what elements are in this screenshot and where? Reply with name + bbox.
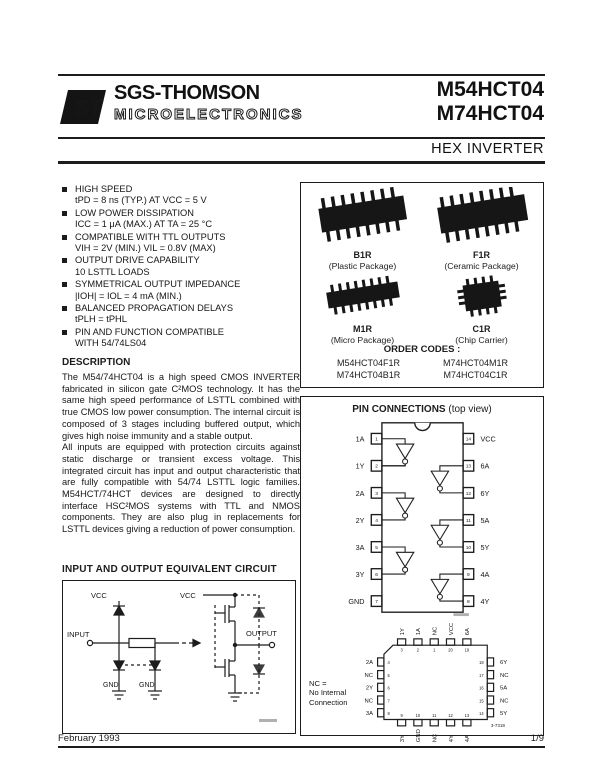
- package-name: (Chip Carrier): [455, 335, 508, 345]
- plcc-pin-label: NC: [432, 626, 439, 636]
- dip-pin-label: GND: [347, 596, 365, 606]
- feature-detail: |IOH| = IOL = 4 mA (MIN.): [75, 290, 182, 301]
- plcc-pin-number: 9: [400, 712, 403, 718]
- plcc-pin-number: 4: [387, 660, 390, 666]
- plcc-pin-label: NC: [432, 733, 439, 743]
- dip-pin-label: 5A: [479, 515, 489, 525]
- nc-note-line: Connection: [309, 697, 348, 707]
- bullet-square-icon: [62, 187, 67, 192]
- feature-item: [62, 232, 300, 255]
- feature-detail: 10 LSTTL LOADS: [75, 266, 150, 277]
- feature-detail: tPD = 8 ns (TYP.) AT VCC = 5 V: [75, 195, 207, 206]
- pin-connections-panel: [300, 396, 544, 743]
- order-code: M54HCT04F1R: [336, 358, 401, 368]
- plcc-pin-number: 15: [479, 698, 484, 704]
- feature-title: COMPATIBLE WITH TTL OUTPUTS: [75, 231, 226, 242]
- package-code: M1R: [352, 324, 372, 334]
- part-number-2: M74HCT04: [436, 102, 544, 125]
- feature-item: [62, 184, 300, 207]
- package-name: (Ceramic Package): [444, 261, 519, 271]
- feature-item: [62, 255, 300, 278]
- feature-title: HIGH SPEED: [75, 184, 133, 194]
- package-code: F1R: [472, 250, 490, 260]
- plcc-pin-number: 19: [464, 647, 470, 653]
- plcc-pin-number: 17: [479, 672, 484, 678]
- plcc-pin-number: 14: [479, 710, 484, 716]
- equivalent-circuit-figure: [62, 580, 296, 734]
- pin-connections-heading-suffix: (top view): [448, 404, 492, 415]
- dip-pin-label: 6A: [479, 461, 489, 471]
- dip-pin-number: 9: [466, 572, 470, 578]
- dip-ceramic-package-icon: [426, 187, 538, 245]
- dip-pin-label: 3Y: [355, 569, 365, 579]
- footer-page-number: 1/9: [530, 733, 544, 744]
- plcc-pin-label: NC: [364, 698, 374, 705]
- feature-title: LOW POWER DISSIPATION: [75, 207, 194, 218]
- feature-item: [62, 208, 300, 231]
- package-code: C1R: [472, 324, 491, 334]
- nc-note-line: No Internal: [309, 688, 347, 697]
- packages-panel: [300, 182, 544, 388]
- plcc-pin-label: 2Y: [365, 685, 374, 692]
- header-rule: [58, 137, 545, 139]
- feature-title: BALANCED PROPAGATION DELAYS: [75, 303, 234, 314]
- part-number-1: M54HCT04: [436, 78, 544, 101]
- dip-pin-number: 3: [374, 491, 378, 497]
- plcc-pin-number: 5: [387, 672, 390, 678]
- order-codes-block: [301, 344, 543, 381]
- dip-pin-number: 11: [465, 518, 471, 524]
- plcc-pin-number: 7: [387, 698, 390, 704]
- brand-name: SGS-THOMSON: [114, 82, 260, 104]
- plcc-figure-code: 3-7318: [490, 722, 505, 728]
- description-text: [62, 372, 300, 536]
- vcc-label: VCC: [180, 591, 196, 600]
- plcc-pin-label: 3A: [365, 710, 374, 717]
- feature-detail: ICC = 1 μA (MAX.) AT TA = 25 °C: [75, 219, 213, 230]
- package-name: (Micro Package): [330, 335, 395, 345]
- plcc-pin-number: 2: [416, 647, 420, 653]
- plcc-pin-label: NC: [499, 672, 509, 679]
- plcc-pin-number: 20: [448, 647, 453, 653]
- plcc-pin-label: 6Y: [499, 660, 508, 667]
- dip-pin-number: 2: [374, 464, 378, 470]
- chip-carrier-package-icon: [426, 271, 538, 319]
- feature-title: PIN AND FUNCTION COMPATIBLE: [75, 326, 224, 337]
- plcc-pin-label: 2A: [365, 660, 374, 667]
- order-code: M74HCT04C1R: [443, 370, 508, 380]
- dip-pin-label: 5Y: [479, 542, 489, 552]
- part-numbers: [437, 78, 544, 126]
- subtitle-rule: [58, 161, 545, 164]
- st-logo: [60, 84, 106, 132]
- dip-plastic-package-icon: [307, 187, 419, 245]
- feature-detail: VIH = 2V (MIN.) VIL = 0.8V (MAX): [75, 243, 216, 254]
- equivalent-circuit-heading: INPUT AND OUTPUT EQUIVALENT CIRCUIT: [62, 564, 277, 575]
- vcc-label: VCC: [91, 591, 107, 600]
- bullet-square-icon: [62, 258, 67, 263]
- dip-pin-number: 10: [465, 545, 471, 551]
- plcc-pin-number: 18: [479, 660, 484, 666]
- feature-title: OUTPUT DRIVE CAPABILITY: [75, 255, 200, 266]
- plcc-pin-label: 4Y: [448, 734, 455, 743]
- bullet-square-icon: [62, 211, 67, 216]
- plcc-pin-number: 8: [387, 710, 390, 716]
- dip-pin-label: 1A: [355, 434, 365, 444]
- plcc-pin-label: 1A: [416, 628, 423, 636]
- gnd-label: GND: [139, 682, 155, 689]
- dip-pin-number: 6: [374, 572, 378, 578]
- plcc-pin-number: 10: [415, 712, 421, 718]
- plcc-pin-label: GND: [416, 729, 423, 743]
- description-paragraph: The M54/74HCT04 is a high speed CMOS INVERTER fabricated in silicon gate C²MOS technology. It has the same high speed performance of LSTTL combined with true CMOS low power consumption. The internal circuit is composed of 3 stages including buffered output, which gives high noise immunity and a stable output.: [62, 372, 300, 441]
- dip-pin-label: 4Y: [479, 596, 489, 606]
- dip-pinout-diagram: [301, 417, 543, 618]
- feature-item: [62, 279, 300, 302]
- brand-block: [114, 82, 304, 123]
- package-figure-f1r: [422, 187, 541, 271]
- plcc-pin-label: VCC: [448, 622, 455, 636]
- package-figure-b1r: [303, 187, 422, 271]
- package-figure-c1r: [422, 271, 541, 345]
- plcc-pin-number: 11: [432, 712, 437, 718]
- top-rule: [58, 74, 545, 76]
- st-logo-glyph: ST: [74, 95, 103, 120]
- description-paragraph: All inputs are equipped with protection circuits against static discharge or transient excess voltage. This integrated circuit has input and output characteristic that are fully compatible with 54/74 LSTTL logic families. M54HCT/74HCT devices are designed to directly interface HSC²MOS systems with TTL and NMOS components. They are also plug in replacements for LSTTL devices giving a reduction of power consumption.: [62, 442, 300, 535]
- plcc-pin-number: 13: [464, 712, 470, 718]
- features-list: [62, 184, 300, 351]
- feature-detail: WITH 54/74LS04: [75, 338, 147, 349]
- plcc-pin-label: NC: [499, 698, 509, 705]
- dip-pin-number: 7: [374, 600, 378, 606]
- gnd-label: GND: [103, 682, 119, 689]
- so-micro-package-icon: [307, 271, 419, 319]
- package-code: B1R: [353, 250, 372, 260]
- dip-pin-number: 13: [465, 464, 471, 470]
- plcc-pin-label: 5Y: [499, 710, 508, 717]
- plcc-pin-label: 4A: [465, 734, 472, 743]
- order-codes-heading: ORDER CODES :: [383, 344, 461, 355]
- plcc-pin-label: 1Y: [399, 628, 406, 636]
- footer-date: February 1993: [58, 733, 120, 744]
- plcc-pin-label: 3Y: [399, 734, 406, 743]
- dip-pin-label: 3A: [355, 542, 365, 552]
- page-title: HEX INVERTER: [431, 141, 544, 157]
- plcc-pin-label: NC: [364, 672, 374, 679]
- dip-pin-label: 6Y: [479, 488, 489, 498]
- bullet-square-icon: [62, 235, 67, 240]
- feature-item: [62, 327, 300, 350]
- description-heading: DESCRIPTION: [62, 357, 131, 368]
- dip-pin-label: 2Y: [355, 515, 365, 525]
- plcc-pin-number: 1: [433, 647, 436, 653]
- feature-title: SYMMETRICAL OUTPUT IMPEDANCE: [75, 279, 241, 290]
- feature-detail: tPLH = tPHL: [75, 314, 127, 325]
- plcc-pin-number: 16: [479, 685, 484, 691]
- figure-code-mark: [259, 719, 277, 722]
- brand-subname: MICROELECTRONICS: [114, 106, 304, 123]
- pin-connections-heading: PIN CONNECTIONS: [352, 404, 446, 415]
- plcc-pin-label: 5A: [499, 685, 508, 692]
- package-name: (Plastic Package): [328, 261, 397, 271]
- dip-pin-label: 1Y: [355, 461, 365, 471]
- nc-note: [309, 679, 347, 708]
- dip-pin-number: 12: [465, 491, 471, 497]
- dip-pin-number: 8: [466, 600, 470, 606]
- dip-pin-number: 5: [374, 545, 378, 551]
- order-code: M74HCT04B1R: [336, 370, 401, 380]
- dip-pin-number: 14: [465, 437, 471, 443]
- plcc-pin-label: 6A: [465, 628, 472, 636]
- input-label: INPUT: [67, 630, 90, 639]
- dip-pin-label: 2A: [355, 488, 365, 498]
- footer-rule: [58, 746, 545, 748]
- dip-pin-label: 4A: [479, 569, 489, 579]
- bullet-square-icon: [62, 282, 67, 287]
- figure-code-mark: [453, 613, 468, 616]
- bullet-square-icon: [62, 306, 67, 311]
- output-label: OUTPUT: [246, 629, 277, 638]
- feature-item: [62, 303, 300, 326]
- dip-pin-label: VCC: [479, 434, 496, 444]
- plcc-pin-number: 12: [448, 712, 453, 718]
- dip-pin-number: 4: [374, 518, 378, 524]
- dip-pin-number: 1: [374, 437, 378, 443]
- plcc-pin-number: 3: [400, 647, 403, 653]
- plcc-pin-number: 6: [387, 685, 390, 691]
- package-figure-m1r: [303, 271, 422, 345]
- nc-note-line: NC =: [309, 678, 327, 688]
- order-code: M74HCT04M1R: [442, 358, 509, 368]
- bullet-square-icon: [62, 330, 67, 335]
